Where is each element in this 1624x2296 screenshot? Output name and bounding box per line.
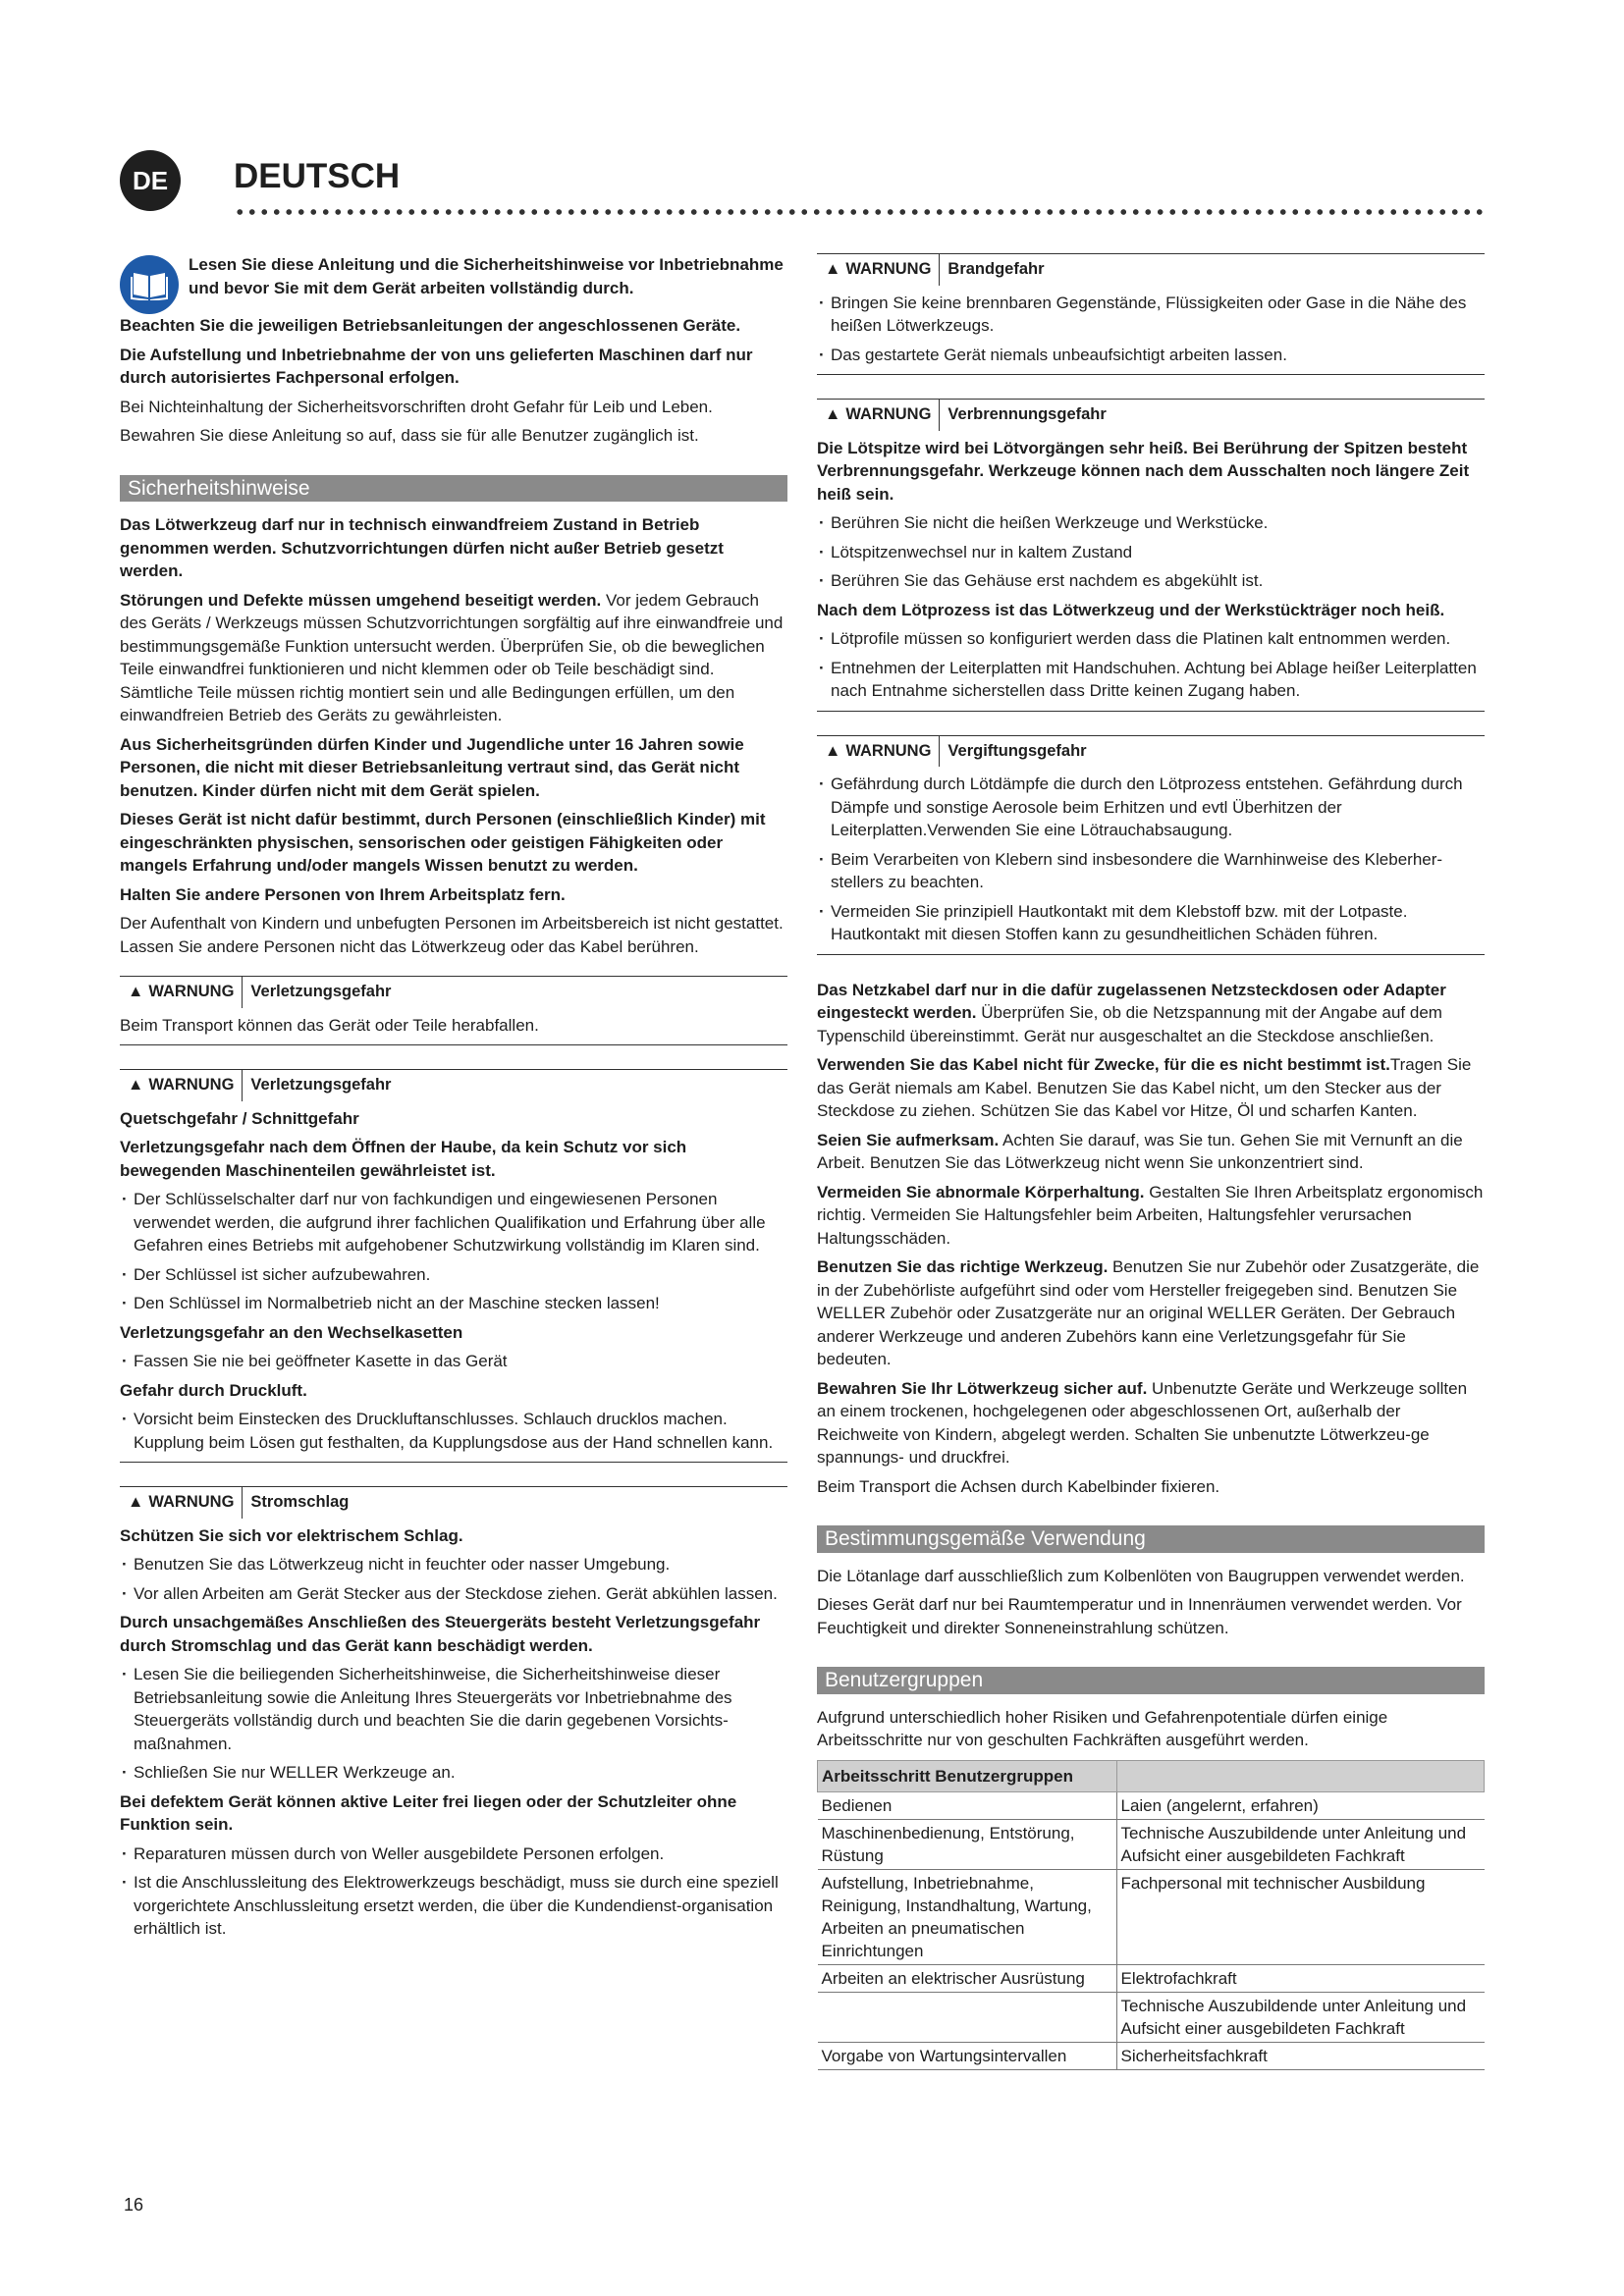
paragraph: Bewahren Sie diese Anleitung so auf, dass sie für alle Benutzer zugänglich ist. <box>120 426 699 445</box>
table-header-cell <box>1116 1760 1485 1791</box>
bullet-list <box>817 292 1485 367</box>
warning-box-poison <box>817 735 1485 768</box>
list-item: · Beim Verarbeiten von Klebern sind insbesondere die Warnhinweise des Kleberher-stellers zu beachten. <box>817 848 1485 894</box>
paragraph: Dieses Gerät darf nur bei Raumtemperatur und in Innenräumen verwendet werden. Vor Feuchtigkeit und direkter Sonneneinstrahlung schützen. <box>817 1595 1462 1637</box>
list-item: · Den Schlüssel im Normalbetrieb nicht an der Maschine stecken lassen! <box>120 1292 787 1315</box>
warning-triangle-icon: ▲ <box>128 1493 144 1511</box>
page-title: DEUTSCH <box>234 157 401 195</box>
warning-tag: ▲ WARNUNG <box>120 1487 243 1519</box>
table-cell: Maschinenbedienung, Entstörung, Rüstung <box>818 1819 1117 1869</box>
warning-tag: ▲ WARNUNG <box>120 1070 243 1101</box>
table-cell <box>818 1992 1117 2042</box>
header-divider <box>234 208 1486 216</box>
paragraph: Beim Transport können das Gerät oder Teile herabfallen. <box>120 1015 539 1035</box>
paragraph: Durch unsachgemäßes Anschließen des Steuergeräts besteht Verletzungsgefahr durch Stromschlag und das Gerät kann beschädigt werden. <box>120 1613 761 1655</box>
list-item: · Vor allen Arbeiten am Gerät Stecker aus der Steckdose ziehen. Gerät abkühlen lassen. <box>120 1582 787 1606</box>
warning-tag: ▲ WARNUNG <box>817 254 940 286</box>
paragraph: Die Aufstellung und Inbetriebnahme der von uns gelieferten Maschinen darf nur durch autorisiertes Fachpersonal erfolgen. <box>120 345 753 387</box>
warning-box-electric <box>120 1486 787 1519</box>
intro-block <box>120 253 787 314</box>
table-row <box>818 1964 1485 1992</box>
warning-triangle-icon: ▲ <box>825 405 841 423</box>
bullet-list <box>120 1350 787 1373</box>
paragraph: Beim Transport die Achsen durch Kabelbinder fixieren. <box>817 1476 1220 1496</box>
table-cell: Bedienen <box>818 1791 1117 1819</box>
paragraph: Verletzungsgefahr an den Wechselkasetten <box>120 1322 463 1342</box>
warning-tag: ▲ WARNUNG <box>120 977 243 1008</box>
list-item: · Reparaturen müssen durch von Weller ausgebildete Personen erfolgen. <box>120 1842 787 1866</box>
paragraph: Aufgrund unterschiedlich hoher Risiken und Gefahrenpotentiale dürfen einige Arbeitsschritte nur von geschulten Fachkräften ausgeführt werden. <box>817 1707 1388 1749</box>
paragraph: Dieses Gerät ist nicht dafür bestimmt, durch Personen (einschließlich Kinder) mit eingeschränkten physischen, sensorischen oder geistigen Fähigkeiten oder mangels Erfahrung und/oder mangels Wissen benutzt zu werden. <box>120 810 766 875</box>
section-heading-intended-use: Bestimmungsgemäße Verwendung <box>817 1525 1485 1553</box>
warning-type: Brandgefahr <box>947 260 1045 278</box>
manual-book-icon <box>120 255 179 314</box>
list-item: · Berühren Sie nicht die heißen Werkzeuge und Werkstücke. <box>817 511 1485 535</box>
warning-type: Verletzungsgefahr <box>250 1076 392 1094</box>
list-item: · Entnehmen der Leiterplatten mit Handschuhen. Achtung bei Ablage heißer Leiterplatten nach Entnahme sicherstellen dass Dritte keinen Zugang haben. <box>817 657 1485 703</box>
table-header-row <box>818 1760 1485 1791</box>
paragraph: Bei defektem Gerät können aktive Leiter frei liegen oder der Schutzleiter ohne Funktion sein. <box>120 1791 737 1834</box>
table-cell: Vorgabe von Wartungsintervallen <box>818 2042 1117 2069</box>
paragraph: Aus Sicherheitsgründen dürfen Kinder und Jugendliche unter 16 Jahren sowie Personen, die nicht mit dieser Betriebsanleitung vertraut sind, das Gerät nicht benutzen. Kinder dürfen nicht mit dem Gerät spielen. <box>120 734 744 800</box>
table-row <box>818 2042 1485 2069</box>
list-item: · Bringen Sie keine brennbaren Gegenstände, Flüssigkeiten oder Gase in die Nähe des heißen Lötwerkzeugs. <box>817 292 1485 338</box>
table-row <box>818 1869 1485 1964</box>
table-header-cell: Arbeitsschritt Benutzergruppen <box>818 1760 1117 1791</box>
table-cell: Technische Auszubildende unter Anleitung und Aufsicht einer ausgebildeten Fachkraft <box>1116 1992 1485 2042</box>
paragraph: Der Aufenthalt von Kindern und unbefugten Personen im Arbeitsbereich ist nicht gestattet. Lassen Sie andere Personen nicht das Lötwerkzeug oder das Kabel berühren. <box>120 914 784 956</box>
warning-triangle-icon: ▲ <box>825 260 841 278</box>
list-item: · Gefährdung durch Lötdämpfe die durch den Lötprozess entstehen. Gefährdung durch Dämpfe und sonstige Aerosole beim Erhitzen und evtl Überhitzen der Leiterplatten.Verwenden Sie eine Lötrauchabsaugung. <box>817 773 1485 842</box>
warning-tag: ▲ WARNUNG <box>817 736 940 768</box>
user-groups-table <box>817 1760 1485 2070</box>
bullet-list <box>817 773 1485 946</box>
list-item: · Fassen Sie nie bei geöffneter Kasette in das Gerät <box>120 1350 787 1373</box>
list-item: · Vermeiden Sie prinzipiell Hautkontakt mit dem Klebstoff bzw. mit der Lotpaste. Hautkontakt mit diesen Stoffen kann zu gesundheitlichen Schäden führen. <box>817 900 1485 946</box>
paragraph: Beachten Sie die jeweiligen Betriebsanleitungen der angeschlossenen Geräte. <box>120 316 741 335</box>
table-row <box>818 1992 1485 2042</box>
warning-type: Stromschlag <box>250 1493 350 1511</box>
warning-triangle-icon: ▲ <box>825 741 841 760</box>
table-cell: Sicherheitsfachkraft <box>1116 2042 1485 2069</box>
table-cell: Arbeiten an elektrischer Ausrüstung <box>818 1964 1117 1992</box>
paragraph: Nach dem Lötprozess ist das Lötwerkzeug und der Werkstückträger noch heiß. <box>817 600 1445 619</box>
section-heading-safety: Sicherheitshinweise <box>120 475 787 503</box>
right-column <box>817 253 1485 2070</box>
paragraph: Quetschgefahr / Schnittgefahr <box>120 1108 359 1128</box>
list-item: · Schließen Sie nur WELLER Werkzeuge an. <box>120 1761 787 1785</box>
warning-box-injury-2 <box>120 1069 787 1101</box>
paragraph: Bewahren Sie Ihr Lötwerkzeug sicher auf. Unbenutzte Geräte und Werkzeuge sollten an einem trockenen, hochgelegenen oder abgeschlossenen Ort, außerhalb der Reichweite von Kindern, abgelegt werden. Schalten Sie unbenutzte Lötwerkzeu-ge spannungs- und druckfrei. <box>817 1378 1468 1467</box>
paragraph: Vermeiden Sie abnormale Körperhaltung. Gestalten Sie Ihren Arbeitsplatz ergonomisch richtig. Vermeiden Sie Haltungsfehler beim Arbeiten, Haltungsfehler verursachen Haltungsschäden. <box>817 1182 1484 1248</box>
bullet-list <box>817 511 1485 593</box>
warning-type: Vergiftungsgefahr <box>947 741 1087 760</box>
warning-triangle-icon: ▲ <box>128 983 144 1000</box>
warning-box-fire <box>817 253 1485 286</box>
paragraph: Gefahr durch Druckluft. <box>120 1380 307 1400</box>
page-number: 16 <box>124 2195 144 2215</box>
language-badge: DE <box>120 150 181 211</box>
table-cell: Elektrofachkraft <box>1116 1964 1485 1992</box>
bullet-list <box>120 1663 787 1785</box>
list-item: · Benutzen Sie das Lötwerkzeug nicht in feuchter oder nasser Umgebung. <box>120 1553 787 1576</box>
table-cell: Fachpersonal mit technischer Ausbildung <box>1116 1869 1485 1964</box>
section-heading-user-groups: Benutzergruppen <box>817 1667 1485 1694</box>
paragraph: Die Lötspitze wird bei Lötvorgängen sehr heiß. Bei Berührung der Spitzen besteht Verbrennungsgefahr. Werkzeuge können nach dem Ausschalten noch längere Zeit heiß sein. <box>817 438 1470 504</box>
list-item: · Lötspitzenwechsel nur in kaltem Zustand <box>817 541 1485 564</box>
list-item: · Der Schlüsselschalter darf nur von fachkundigen und eingewiesenen Personen verwendet werden, die aufgrund ihrer fachlichen Qualifikation und Erfahrung über alle Gefahren eines Betriebs mit aufgehobener Schutzwirkung vollständig im Klaren sind. <box>120 1188 787 1257</box>
warning-type: Verletzungsgefahr <box>250 983 392 1000</box>
bullet-list <box>120 1553 787 1605</box>
list-item: · Ist die Anschlussleitung des Elektrowerkzeugs beschädigt, muss sie durch eine speziell vorgerichtete Anschlussleitung ersetzt werden, die über die Kundendienst-organisation erhältlich ist. <box>120 1871 787 1941</box>
bullet-list <box>120 1842 787 1941</box>
list-item: · Das gestartete Gerät niemals unbeaufsichtigt arbeiten lassen. <box>817 344 1485 367</box>
paragraph: Verletzungsgefahr nach dem Öffnen der Haube, da kein Schutz vor sich bewegenden Maschinenteilen gewährleistet ist. <box>120 1138 687 1180</box>
table-cell: Laien (angelernt, erfahren) <box>1116 1791 1485 1819</box>
list-item: · Berühren Sie das Gehäuse erst nachdem es abgekühlt ist. <box>817 569 1485 593</box>
warning-triangle-icon: ▲ <box>128 1076 144 1094</box>
table-cell: Technische Auszubildende unter Anleitung und Aufsicht einer ausgebildeten Fachkraft <box>1116 1819 1485 1869</box>
paragraph: Verwenden Sie das Kabel nicht für Zwecke, für die es nicht bestimmt ist.Tragen Sie das Gerät niemals am Kabel. Benutzen Sie das Kabel nicht, um den Stecker aus der Steckdose zu ziehen. Schützen Sie das Kabel vor Hitze, Öl und scharfen Kanten. <box>817 1055 1472 1120</box>
table-row <box>818 1791 1485 1819</box>
list-item: · Der Schlüssel ist sicher aufzubewahren. <box>120 1263 787 1287</box>
warning-box-burn <box>817 399 1485 431</box>
table-row <box>818 1819 1485 1869</box>
paragraph: Die Lötanlage darf ausschließlich zum Kolbenlöten von Baugruppen verwendet werden. <box>817 1566 1465 1585</box>
bullet-list <box>817 627 1485 703</box>
paragraph: Benutzen Sie das richtige Werkzeug. Benutzen Sie nur Zubehör oder Zusatzgeräte, die in der Zubehörliste aufgeführt sind oder vom Hersteller freigegeben sind. Benutzen Sie WELLER Zubehör oder Zusatzgeräte nur an original WELLER Geräten. Der Gebrauch anderer Werkzeuge und anderen Zubehörs kann eine Verletzungsgefahr für Sie bedeuten. <box>817 1257 1480 1368</box>
list-item: · Lötprofile müssen so konfiguriert werden dass die Platinen kalt entnommen werden. <box>817 627 1485 651</box>
paragraph: Halten Sie andere Personen von Ihrem Arbeitsplatz fern. <box>120 884 566 904</box>
intro-text: Lesen Sie diese Anleitung und die Sicherheitshinweise vor Inbetriebnahme und bevor Sie mit dem Gerät arbeiten vollständig durch. <box>189 255 784 297</box>
left-column <box>120 253 787 1947</box>
warning-type: Verbrennungsgefahr <box>947 405 1107 423</box>
warning-tag: ▲ WARNUNG <box>817 400 940 431</box>
paragraph: Das Netzkabel darf nur in die dafür zugelassenen Netzsteckdosen oder Adapter eingesteckt werden. Überprüfen Sie, ob die Netzspannung mit der Angabe auf dem Typenschild übereinstimmt. Gerät nur ausgeschaltet an die Steckdose anschließen. <box>817 980 1446 1045</box>
paragraph: Das Lötwerkzeug darf nur in technisch einwandfreiem Zustand in Betrieb genommen werden. Schutzvorrichtungen dürfen nicht außer Betrieb gesetzt werden. <box>120 515 724 580</box>
list-item: · Lesen Sie die beiliegenden Sicherheitshinweise, die Sicherheitshinweise dieser Betriebsanleitung sowie die Anleitung Ihres Steuergeräts vor Inbetriebnahme des Steuergeräts vollständig durch und beachten Sie die darin gegebenen Vorsichts-maßnahmen. <box>120 1663 787 1755</box>
bullet-list <box>120 1188 787 1315</box>
paragraph: Störungen und Defekte müssen umgehend beseitigt werden. Vor jedem Gebrauch des Geräts / Werkzeugs müssen Schutzvorrichtungen sorgfältig auf ihre einwandfreie und bestimmungsgemäße Funktion untersucht werden. Überprüfen Sie, ob die beweglichen Teile einwandfrei funktionieren und nicht klemmen oder ob Teile beschädigt sind. Sämtliche Teile müssen richtig montiert sein und alle Bedingungen erfüllen, um den einwandfreien Betrieb des Geräts zu gewährleisten. <box>120 590 784 724</box>
warning-box-injury-1 <box>120 976 787 1008</box>
paragraph: Schützen Sie sich vor elektrischem Schlag. <box>120 1525 463 1545</box>
table-cell: Aufstellung, Inbetriebnahme, Reinigung, Instandhaltung, Wartung, Arbeiten an pneumatischen Einrichtungen <box>818 1869 1117 1964</box>
paragraph: Seien Sie aufmerksam. Achten Sie darauf, was Sie tun. Gehen Sie mit Vernunft an die Arbeit. Benutzen Sie das Lötwerkzeug nicht wenn Sie unkonzentriert sind. <box>817 1130 1463 1172</box>
list-item: · Vorsicht beim Einstecken des Druckluftanschlusses. Schlauch drucklos machen. Kupplung beim Lösen gut festhalten, da Kupplungsdose aus der Hand schnellen kann. <box>120 1408 787 1454</box>
bullet-list <box>120 1408 787 1454</box>
paragraph: Bei Nichteinhaltung der Sicherheitsvorschriften droht Gefahr für Leib und Leben. <box>120 397 713 416</box>
